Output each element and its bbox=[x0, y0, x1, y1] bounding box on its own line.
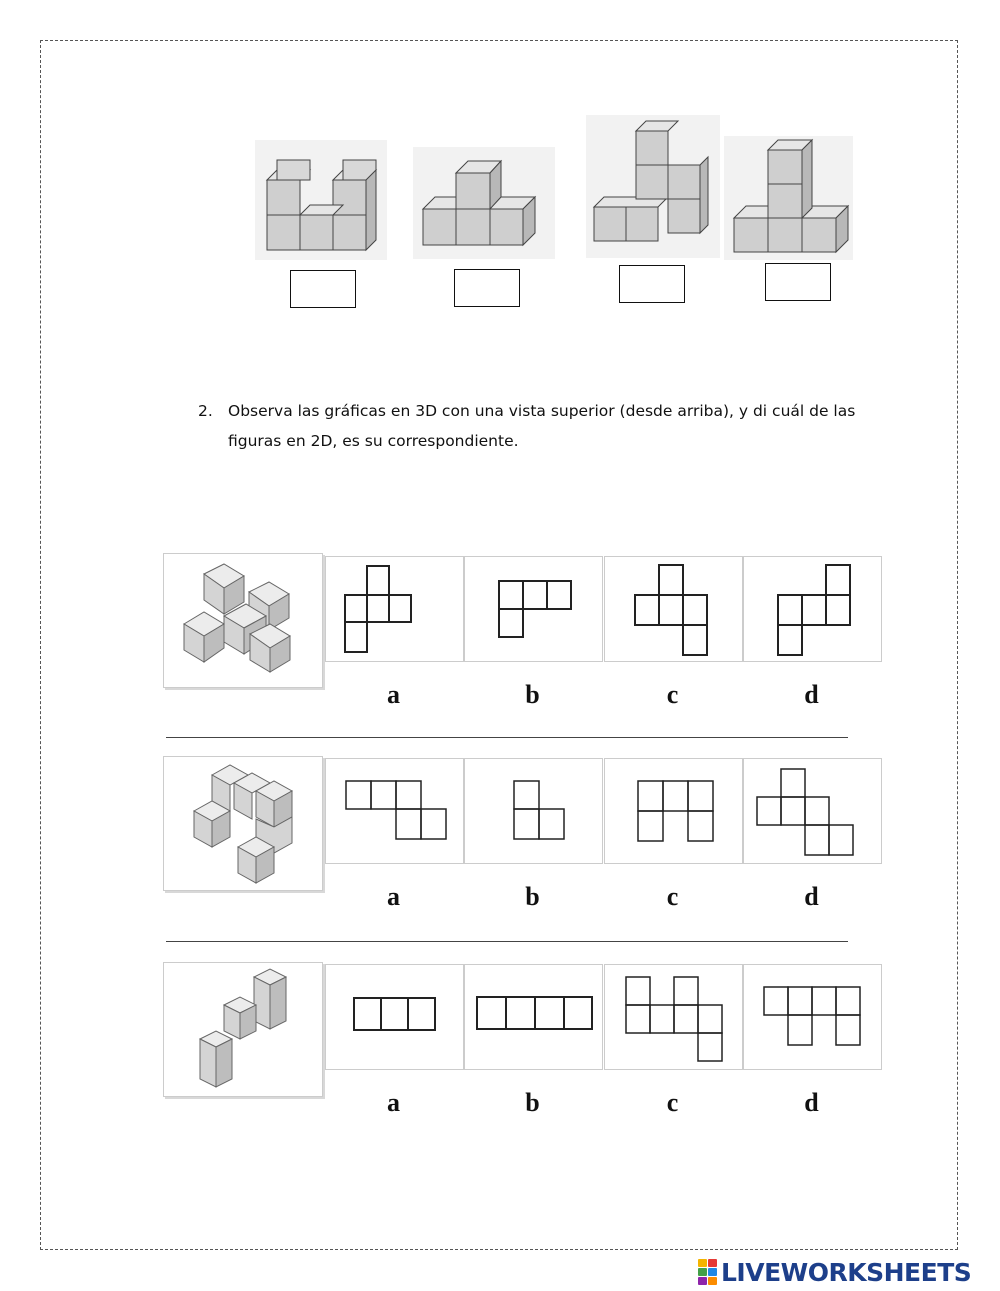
row2-label-a: a bbox=[387, 882, 400, 911]
logo-tile bbox=[708, 1277, 717, 1285]
row2-option-c[interactable] bbox=[604, 758, 743, 864]
row3-option-d[interactable] bbox=[743, 964, 882, 1070]
row1-label-c: c bbox=[666, 680, 679, 709]
row1-label-b: b bbox=[525, 680, 540, 709]
separator-line-2 bbox=[166, 941, 848, 942]
row2-label-c: c bbox=[666, 882, 679, 911]
row3-label-b: b bbox=[525, 1088, 540, 1117]
row1-option-d[interactable] bbox=[743, 556, 882, 662]
row3-label-c: c bbox=[666, 1088, 679, 1117]
row2-label-b: b bbox=[525, 882, 540, 911]
logo-tile bbox=[708, 1259, 717, 1267]
row1-label-d: d bbox=[804, 680, 819, 709]
logo-tile bbox=[708, 1268, 717, 1276]
liveworksheets-logo bbox=[698, 1258, 971, 1286]
row2-3d-figure bbox=[163, 756, 323, 891]
cube-figure-1 bbox=[255, 140, 387, 260]
logo-tile bbox=[698, 1268, 707, 1276]
row2-option-d[interactable] bbox=[743, 758, 882, 864]
answer-box-2[interactable] bbox=[454, 269, 520, 307]
answer-box-1[interactable] bbox=[290, 270, 356, 308]
row1-option-a[interactable] bbox=[325, 556, 464, 662]
row3-label-d: d bbox=[804, 1088, 819, 1117]
separator-line-1 bbox=[166, 737, 848, 738]
logo-text: LIVEWORKSHEETS bbox=[721, 1257, 972, 1287]
row3-option-b[interactable] bbox=[464, 964, 603, 1070]
row3-label-a: a bbox=[387, 1088, 400, 1117]
logo-mark-icon bbox=[698, 1259, 717, 1285]
question-number: 2. bbox=[198, 402, 213, 420]
logo-tile bbox=[698, 1277, 707, 1285]
row1-3d-figure bbox=[163, 553, 323, 688]
question-text: Observa las gráficas en 3D con una vista superior (desde arriba), y di cuál de las figuras en 2D, es su correspondiente. bbox=[228, 402, 856, 450]
logo-tile bbox=[698, 1259, 707, 1267]
cube-figure-2 bbox=[413, 147, 555, 259]
answer-box-4[interactable] bbox=[765, 263, 831, 301]
cube-figure-3 bbox=[586, 115, 720, 258]
row1-label-a: a bbox=[387, 680, 400, 709]
row2-option-b[interactable] bbox=[464, 758, 603, 864]
row3-option-a[interactable] bbox=[325, 964, 464, 1070]
cube-figure-4 bbox=[724, 136, 853, 260]
row1-option-b[interactable] bbox=[464, 556, 603, 662]
row3-option-c[interactable] bbox=[604, 964, 743, 1070]
row2-option-a[interactable] bbox=[325, 758, 464, 864]
row1-option-c[interactable] bbox=[604, 556, 743, 662]
row3-3d-figure bbox=[163, 962, 323, 1097]
row2-label-d: d bbox=[804, 882, 819, 911]
answer-box-3[interactable] bbox=[619, 265, 685, 303]
